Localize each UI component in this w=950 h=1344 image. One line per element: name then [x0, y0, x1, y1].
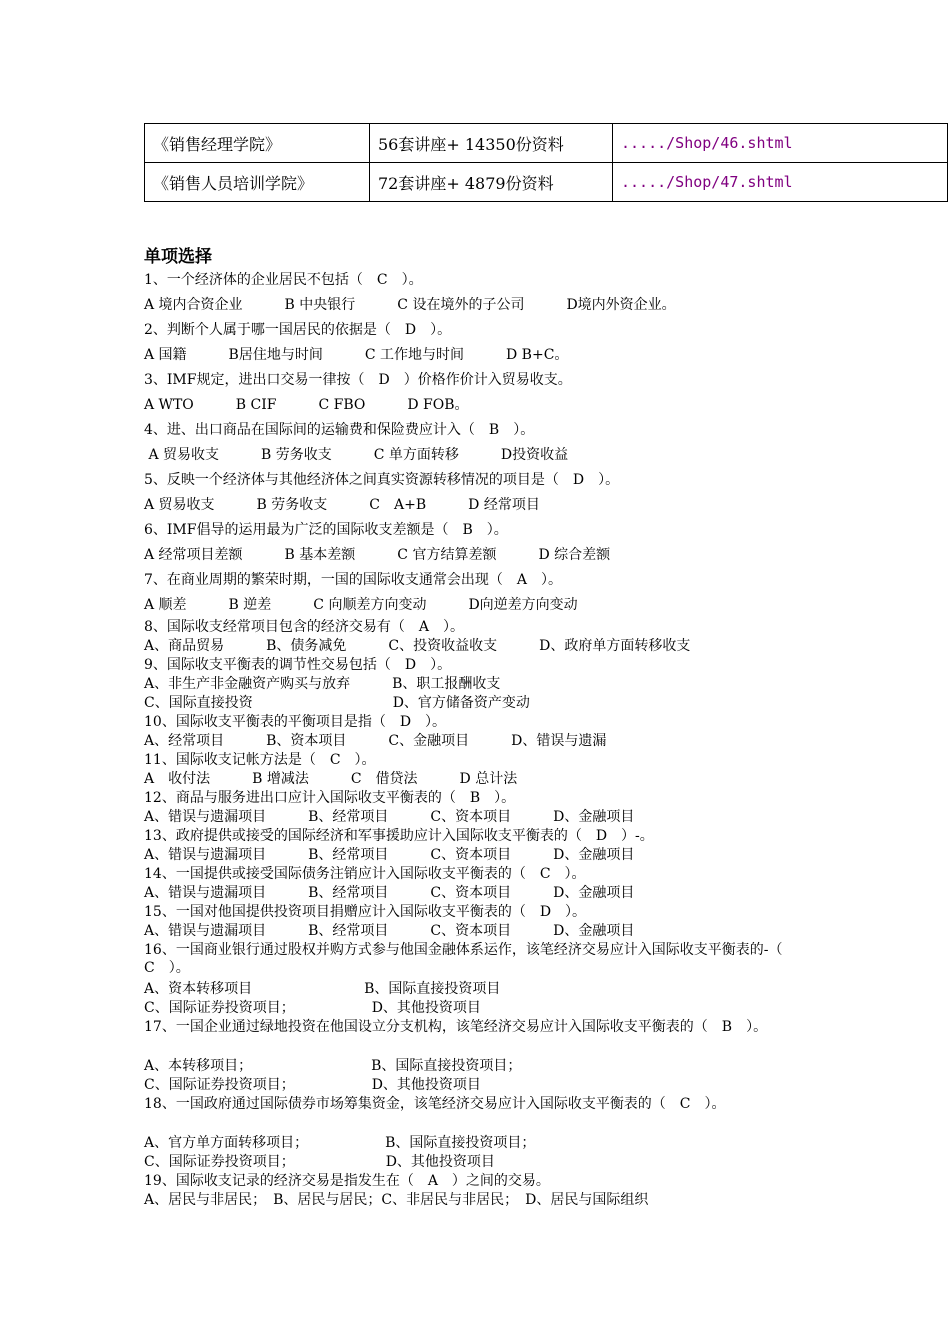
option-line: A、错误与遗漏项目 B、经常项目 C、资本项目 D、金融项目 [144, 847, 635, 863]
option-line: C、国际直接投资 D、官方储备资产变动 [144, 695, 530, 711]
resource-name: 《销售经理学院》 [145, 124, 370, 163]
option-line: A、非生产非金融资产购买与放弃 B、职工报酬收支 [144, 676, 501, 692]
option-line: A、居民与非居民； B、居民与居民；C、非居民与非居民； D、居民与国际组织 [144, 1192, 649, 1208]
question-line: 2、判断个人属于哪一国居民的依据是（ D ）。 [144, 322, 452, 338]
question-line: 18、一国政府通过国际债券市场筹集资金，该笔经济交易应计入国际收支平衡表的（ C ）。 [144, 1096, 726, 1112]
option-line: A、错误与遗漏项目 B、经常项目 C、资本项目 D、金融项目 [144, 809, 635, 825]
option-line: A、经常项目 B、资本项目 C、金融项目 D、错误与遗漏 [144, 733, 607, 749]
question-line: 5、反映一个经济体与其他经济体之间真实资源转移情况的项目是（ D ）。 [144, 472, 620, 488]
resource-link[interactable]: ...../Shop/46.shtml [613, 124, 948, 163]
option-line: A、资本转移项目 B、国际直接投资项目 [144, 981, 501, 997]
question-line: 6、IMF倡导的运用最为广泛的国际收支差额是（ B ）。 [144, 522, 508, 538]
question-line: 9、国际收支平衡表的调节性交易包括（ D ）。 [144, 657, 452, 673]
option-line: A 收付法 B 增减法 C 借贷法 D 总计法 [144, 771, 518, 787]
resource-desc: 72套讲座+ 4879份资料 [370, 163, 613, 202]
question-line: 15、一国对他国提供投资项目捐赠应计入国际收支平衡表的（ D ）。 [144, 904, 587, 920]
resource-desc: 56套讲座+ 14350份资料 [370, 124, 613, 163]
question-line: 17、一国企业通过绿地投资在他国设立分支机构，该笔经济交易应计入国际收支平衡表的（ B ）。 [144, 1019, 768, 1035]
question-line: 3、IMF规定，进出口交易一律按（ D ）价格作价计入贸易收支。 [144, 372, 572, 388]
option-line: A、错误与遗漏项目 B、经常项目 C、资本项目 D、金融项目 [144, 885, 635, 901]
option-line: A WTO B CIF C FBO D FOB。 [144, 397, 469, 413]
option-line: A、错误与遗漏项目 B、经常项目 C、资本项目 D、金融项目 [144, 923, 635, 939]
table-row [145, 163, 948, 202]
question-line: 8、国际收支经常项目包含的经济交易有（ A ）。 [144, 619, 465, 635]
question-line: 11、国际收支记帐方法是（ C ）。 [144, 752, 376, 768]
question-line: 4、进、出口商品在国际间的运输费和保险费应计入（ B ）。 [144, 422, 535, 438]
resource-table [144, 123, 948, 202]
question-line: 7、在商业周期的繁荣时期，一国的国际收支通常会出现（ A ）。 [144, 572, 563, 588]
option-line: A、本转移项目； B、国际直接投资项目； [144, 1058, 522, 1074]
option-line: A 境内合资企业 B 中央银行 C 设在境外的子公司 D境内外资企业。 [144, 297, 676, 313]
option-line: C、国际证券投资项目； D、其他投资项目 [144, 1077, 481, 1093]
option-line: A 经常项目差额 B 基本差额 C 官方结算差额 D 综合差额 [144, 547, 611, 563]
question-line: 16、一国商业银行通过股权并购方式参与他国金融体系运作，该笔经济交易应计入国际收支平衡表的-（ C ）。 [144, 942, 797, 976]
question-line: 1、一个经济体的企业居民不包括（ C ）。 [144, 272, 423, 288]
question-line: 12、商品与服务进出口应计入国际收支平衡表的（ B ）。 [144, 790, 516, 806]
question-line: 19、国际收支记录的经济交易是指发生在（ A ）之间的交易。 [144, 1173, 550, 1189]
question-line: 10、国际收支平衡表的平衡项目是指（ D ）。 [144, 714, 447, 730]
resource-link[interactable]: ...../Shop/47.shtml [613, 163, 948, 202]
option-line: A 国籍 B居住地与时间 C 工作地与时间 D B+C。 [144, 347, 569, 363]
question-line: 14、一国提供或接受国际债务注销应计入国际收支平衡表的（ C ）。 [144, 866, 586, 882]
option-line: A 贸易收支 B 劳务收支 C A+B D 经常项目 [144, 497, 540, 513]
section-title: 单项选择 [144, 247, 212, 267]
option-line: C、国际证券投资项目； D、其他投资项目 [144, 1154, 495, 1170]
option-line: A 贸易收支 B 劳务收支 C 单方面转移 D投资收益 [144, 447, 569, 463]
resource-name: 《销售人员培训学院》 [145, 163, 370, 202]
option-line: A 顺差 B 逆差 C 向顺差方向变动 D向逆差方向变动 [144, 597, 578, 613]
option-line: C、国际证券投资项目； D、其他投资项目 [144, 1000, 481, 1016]
option-line: A、商品贸易 B、债务减免 C、投资收益收支 D、政府单方面转移收支 [144, 638, 691, 654]
table-row [145, 124, 948, 163]
option-line: A、官方单方面转移项目； B、国际直接投资项目； [144, 1135, 536, 1151]
question-line: 13、政府提供或接受的国际经济和军事援助应计入国际收支平衡表的（ D ）-。 [144, 828, 654, 844]
